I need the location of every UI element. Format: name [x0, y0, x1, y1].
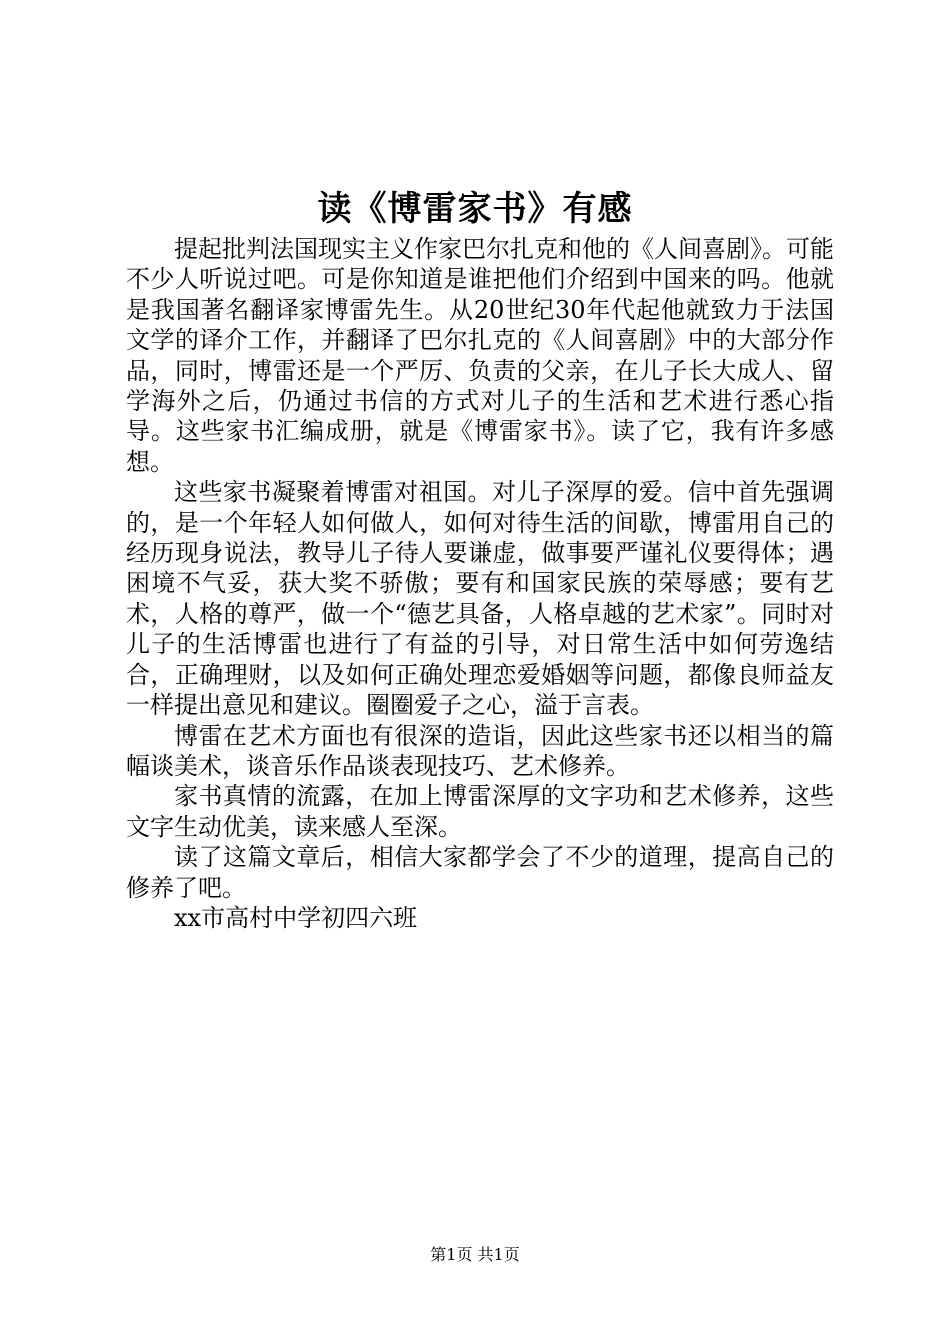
- document-title: 读《博雷家书》有感: [317, 189, 633, 229]
- paragraph-5: 读了这篇文章后，相信大家都学会了不少的道理，提高自己的修养了吧。: [126, 843, 834, 902]
- paragraph-1: 提起批判法国现实主义作家巴尔扎克和他的《人间喜剧》。可能不少人听说过吧。可是你知道是谁把他们介绍到中国来的吗。他就是我国著名翻译家博雷先生。从20世纪30年代起他就致力于法国文学的译介工作，并翻译了巴尔扎克的《人间喜剧》中的大部分作品，同时，博雷还是一个严厉、负责的父亲，在儿子长大成人、留学海外之后，仍通过书信的方式对儿子的生活和艺术进行悉心指导。这些家书汇编成册，就是《博雷家书》。读了它，我有许多感想。: [126, 235, 834, 476]
- paragraph-4: 家书真情的流露，在加上博雷深厚的文字功和艺术修养，这些文字生动优美，读来感人至深。: [126, 782, 834, 841]
- paragraph-3: 博雷在艺术方面也有很深的造诣，因此这些家书还以相当的篇幅谈美术，谈音乐作品谈表现技巧、艺术修养。: [126, 721, 834, 780]
- document-body: [126, 234, 834, 933]
- page-footer: 第1页 共1页: [430, 1245, 520, 1264]
- paragraph-2: 这些家书凝聚着博雷对祖国。对儿子深厚的爱。信中首先强调的，是一个年轻人如何做人，如何对待生活的间歇，博雷用自己的经历现身说法，教导儿子待人要谦虚，做事要严谨礼仪要得体；遇困境不气妥，获大奖不骄傲；要有和国家民族的荣辱感；要有艺术，人格的尊严，做一个“德艺具备，人格卓越的艺术家”。同时对儿子的生活博雷也进行了有益的引导，对日常生活中如何劳逸结合，正确理财，以及如何正确处理恋爱婚姻等问题，都像良师益友一样提出意见和建议。圈圈爱子之心，溢于言表。: [126, 478, 834, 720]
- signature-line: xx市高村中学初四六班: [174, 903, 418, 932]
